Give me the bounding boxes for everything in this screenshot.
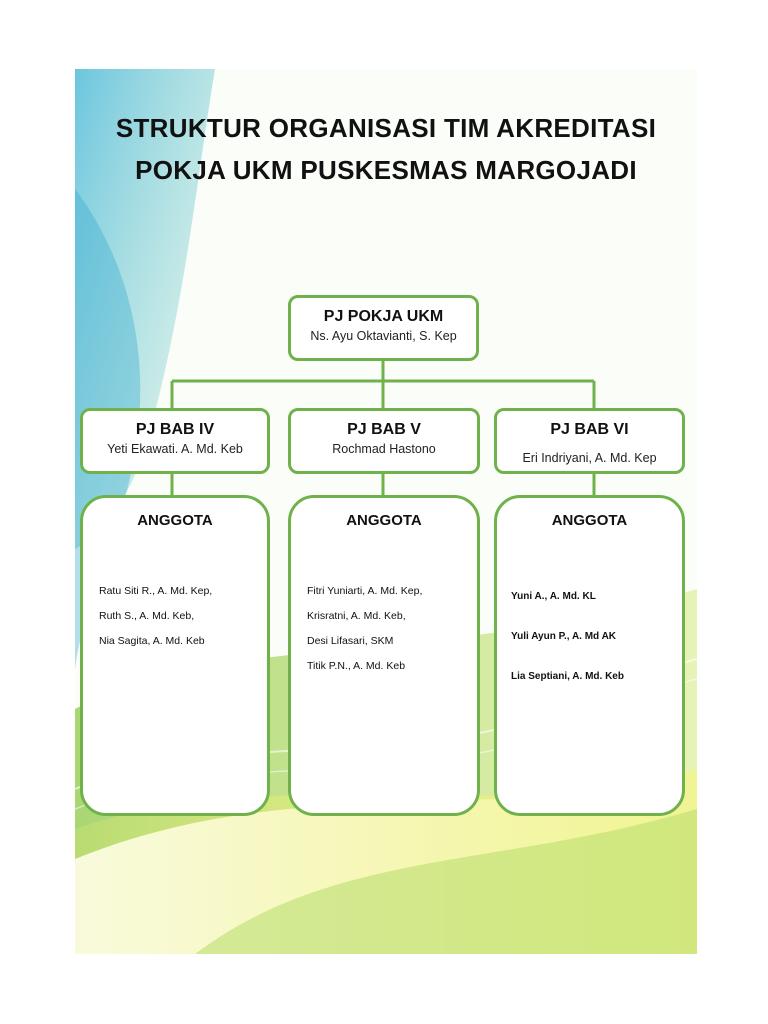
section-name: Rochmad Hastono [332, 442, 436, 456]
members-box-bab-vi [494, 495, 685, 816]
title-line-1: STRUKTUR ORGANISASI TIM AKREDITASI [115, 113, 657, 143]
head-role: PJ POKJA UKM [323, 308, 444, 325]
section-role: PJ BAB IV [135, 421, 215, 438]
member-item: Fitri Yuniarti, A. Md. Kep, [307, 585, 423, 597]
section-name: Eri Indriyani, A. Md. Kep [522, 451, 657, 465]
member-item: Lia Septiani, A. Md. Keb [511, 671, 624, 682]
document-sheet [75, 69, 697, 954]
member-item: Yuli Ayun P., A. Md AK [511, 631, 617, 642]
member-item: Krisratni, A. Md. Keb, [307, 610, 406, 622]
section-box-bab-v [288, 408, 480, 474]
members-label: ANGGOTA [346, 512, 422, 529]
members-box-bab-v [288, 495, 480, 816]
members-box-bab-iv [80, 495, 270, 816]
section-role: PJ BAB VI [550, 421, 629, 438]
member-list [307, 584, 422, 684]
member-item: Titik P.N., A. Md. Keb [307, 660, 406, 672]
members-label: ANGGOTA [137, 512, 213, 529]
section-box-bab-vi [494, 408, 685, 474]
title-line-2: POKJA UKM PUSKESMAS MARGOJADI [135, 155, 637, 185]
head-name: Ns. Ayu Oktavianti, S. Kep [310, 329, 457, 343]
member-item: Desi Lifasari, SKM [307, 635, 394, 647]
member-item: Yuni A., A. Md. KL [511, 591, 596, 602]
member-item: Ruth S., A. Md. Keb, [99, 610, 195, 622]
member-list [511, 590, 624, 710]
member-list [99, 584, 212, 659]
section-box-bab-iv [80, 408, 270, 474]
member-item: Nia Sagita, A. Md. Keb [99, 635, 205, 647]
members-label: ANGGOTA [551, 512, 628, 529]
section-role: PJ BAB V [347, 421, 421, 438]
head-box [288, 295, 479, 361]
member-item: Ratu Siti R., A. Md. Kep, [99, 585, 213, 597]
section-name: Yeti Ekawati. A. Md. Keb [107, 442, 243, 456]
